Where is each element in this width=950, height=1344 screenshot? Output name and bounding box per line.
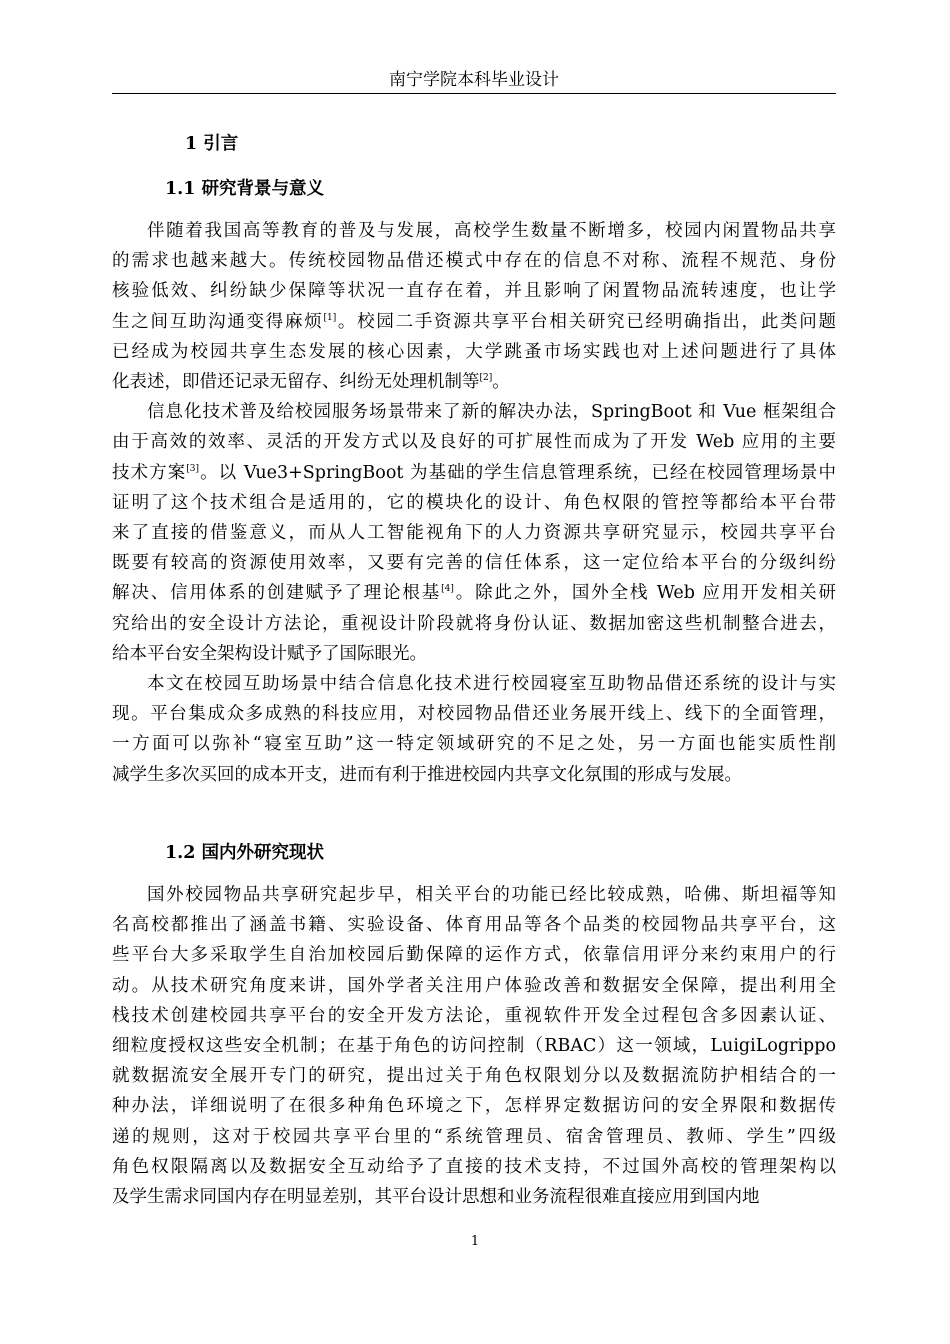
text-line: 种办法，详细说明了在很多种角色环境之下，怎样界定数据访问的安全界限和数据传: [112, 1096, 836, 1117]
text-line: 就数据流安全展开专门的研究，提出过关于角色权限划分以及数据流防护相结合的一: [112, 1066, 836, 1087]
text-line: 本文在校园互助场景中结合信息化技术进行校园寝室互助物品借还系统的设计与实: [147, 674, 836, 694]
text-line: 生之间互助沟通变得麻烦[1]。校园二手资源共享平台相关研究已经明确指出，此类问题: [112, 311, 836, 332]
text-line: 减学生多次买回的成本开支，进而有利于推进校园内共享文化氛围的形成与发展。: [112, 764, 742, 785]
text-line: 信息化技术普及给校园服务场景带来了新的解决办法，SpringBoot 和 Vue 框架组合: [147, 402, 836, 423]
text-line: 栈技术创建校园共享平台的安全开发方法论，重视软件开发全过程包含多因素认证、: [112, 1005, 836, 1026]
text-line: 现。平台集成众多成熟的科技应用，对校园物品借还业务展开线上、线下的全面管理，: [112, 704, 836, 725]
heading-research-status: 1.2 国内外研究现状: [165, 843, 325, 863]
text-line: 递的规则，这对于校园共享平台里的“系统管理员、宿舍管理员、教师、学生”四级: [112, 1126, 836, 1147]
citation-ref: [2]: [479, 373, 493, 384]
text-line: 解决、信用体系的创建赋予了理论根基[4]。除此之外，国外全栈 Web 应用开发相关研: [112, 583, 836, 604]
text-line: 由于高效的效率、灵活的开发方式以及良好的可扩展性而成为了开发 Web 应用的主要: [112, 432, 836, 453]
text-line: 些平台大多采取学生自治加校园后勤保障的运作方式，依靠信用评分来约束用户的行: [112, 945, 836, 966]
page-number: 1: [470, 1234, 480, 1249]
citation-ref: [4]: [441, 584, 454, 595]
text-line: 名高校都推出了涵盖书籍、实验设备、体育用品等各个品类的校园物品共享平台，这: [112, 915, 836, 936]
citation-ref: [1]: [323, 312, 337, 323]
text-line: 动。从技术研究角度来讲，国外学者关注用户体验改善和数据安全保障，提出利用全: [112, 975, 836, 996]
citation-ref: [3]: [186, 463, 200, 474]
text-line: 一方面可以弥补“寝室互助”这一特定领域研究的不足之处，另一方面也能实质性削: [112, 734, 836, 755]
text-line: 国外校园物品共享研究起步早，相关平台的功能已经比较成熟，哈佛、斯坦福等知: [147, 885, 836, 905]
page-header: 南宁学院本科毕业设计: [389, 70, 559, 90]
text-line: 究给出的安全设计方法论，重视设计阶段就将身份认证、数据加密这些机制整合进去，: [112, 613, 836, 634]
text-line: 核验低效、纠纷缺少保障等状况一直存在着，并且影响了闲置物品流转速度，也让学: [112, 281, 836, 302]
header-divider: [112, 93, 836, 94]
text-line: 的需求也越来越大。传统校园物品借还模式中存在的信息不对称、流程不规范、身份: [112, 251, 836, 272]
text-line: 伴随着我国高等教育的普及与发展，高校学生数量不断增多，校园内闲置物品共享: [147, 221, 836, 241]
text-line: 来了直接的借鉴意义，而从人工智能视角下的人力资源共享研究显示，校园共享平台: [112, 523, 836, 543]
text-line: 技术方案[3]。以 Vue3+SpringBoot 为基础的学生信息管理系统，已经在校园管理场景中: [112, 462, 836, 483]
text-line: 及学生需求同国内存在明显差别，其平台设计思想和业务流程很难直接应用到国内地: [112, 1187, 760, 1207]
text-line: 证明了这个技术组合是适用的，它的模块化的设计、角色权限的管控等都给本平台带: [112, 492, 836, 513]
text-line: 给本平台安全架构设计赋予了国际眼光。: [112, 643, 427, 664]
text-line: 细粒度授权这些安全机制；在基于角色的访问控制（RBAC）这一领域，LuigiLogrippo: [112, 1036, 836, 1056]
heading-introduction: 1 引言: [185, 134, 239, 154]
heading-research-background: 1.1 研究背景与意义: [165, 179, 325, 199]
text-line: 既要有较高的资源使用效率，又要有完善的信任体系，这一定位给本平台的分级纠纷: [112, 553, 836, 574]
text-line: 已经成为校园共享生态发展的核心因素，大学跳蚤市场实践也对上述问题进行了具体: [112, 341, 836, 362]
text-line: 化表述，即借还记录无留存、纠纷无处理机制等[2]。: [112, 372, 510, 392]
text-line: 角色权限隔离以及数据安全互动给予了直接的技术支持，不过国外高校的管理架构以: [112, 1156, 836, 1177]
